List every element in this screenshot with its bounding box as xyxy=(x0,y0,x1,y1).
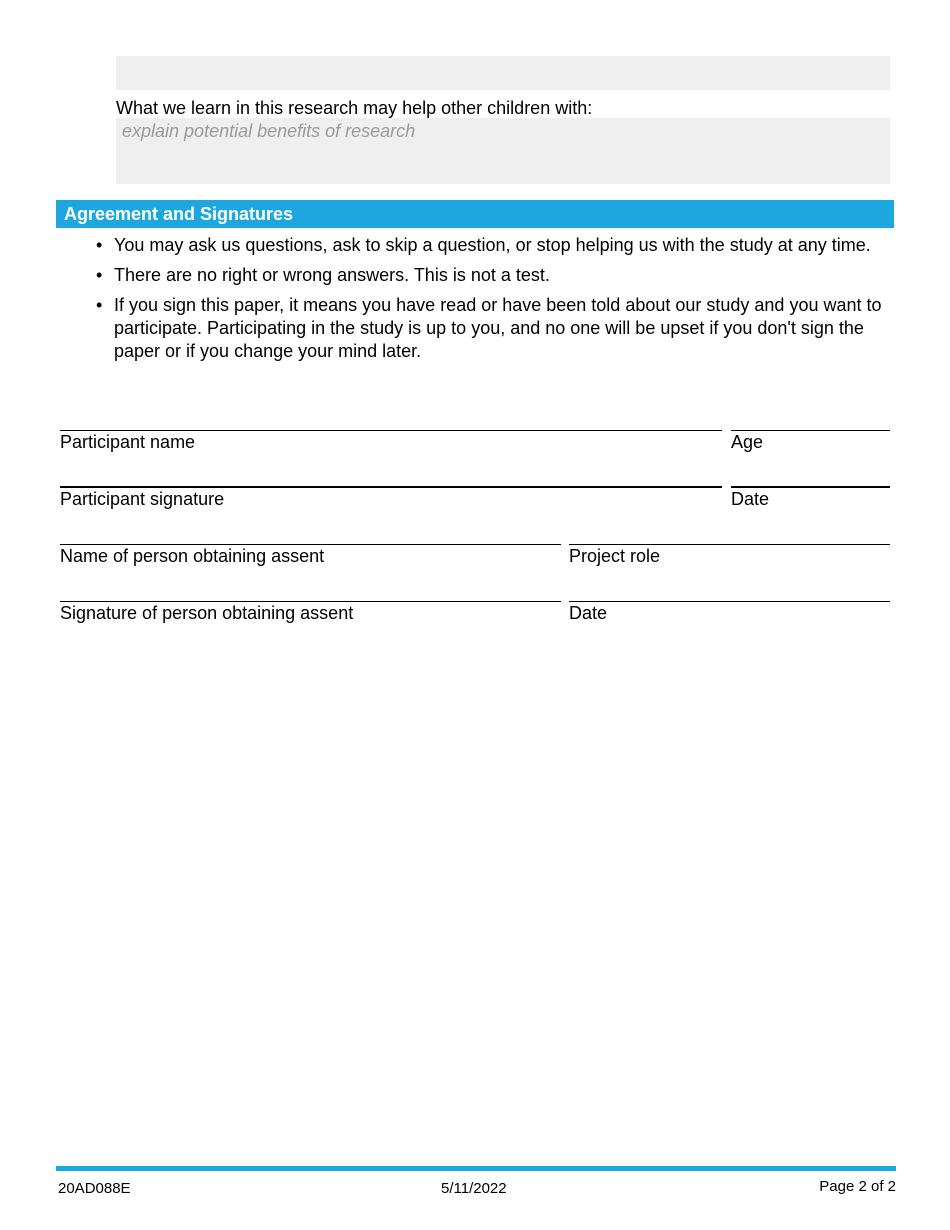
footer-page-number: Page 2 of 2 xyxy=(819,1178,896,1195)
assent-date-line[interactable] xyxy=(569,601,890,602)
benefits-field[interactable] xyxy=(116,118,890,184)
age-label: Age xyxy=(731,432,764,452)
section-title: Agreement and Signatures xyxy=(64,204,294,224)
benefits-label: What we learn in this research may help other children with: xyxy=(116,98,593,118)
bullet-item: • If you sign this paper, it means you have read or have been told about our study and you want to participate. Participating in the study is up to you, and no one will be upset if you don't sign the paper or if you change your mind later. xyxy=(114,294,894,363)
assent-date-label: Date xyxy=(569,603,608,623)
bullet-list xyxy=(114,234,894,370)
text-field-top[interactable] xyxy=(116,56,890,90)
participant-date-label: Date xyxy=(731,489,770,509)
footer-date: 5/11/2022 xyxy=(441,1180,507,1197)
bullet-item: • You may ask us questions, ask to skip a question, or stop helping us with the study at any time. xyxy=(114,234,894,257)
footer-rule xyxy=(56,1166,896,1171)
assent-name-label: Name of person obtaining assent xyxy=(60,546,325,566)
participant-signature-label: Participant signature xyxy=(60,489,225,509)
footer-form-id: 20AD088E xyxy=(58,1180,131,1197)
project-role-label: Project role xyxy=(569,546,661,566)
benefits-placeholder: explain potential benefits of research xyxy=(122,121,416,141)
section-header xyxy=(56,200,894,228)
bullet-item: • There are no right or wrong answers. This is not a test. xyxy=(114,264,894,287)
participant-name-label: Participant name xyxy=(60,432,196,452)
assent-signature-label: Signature of person obtaining assent xyxy=(60,603,354,623)
